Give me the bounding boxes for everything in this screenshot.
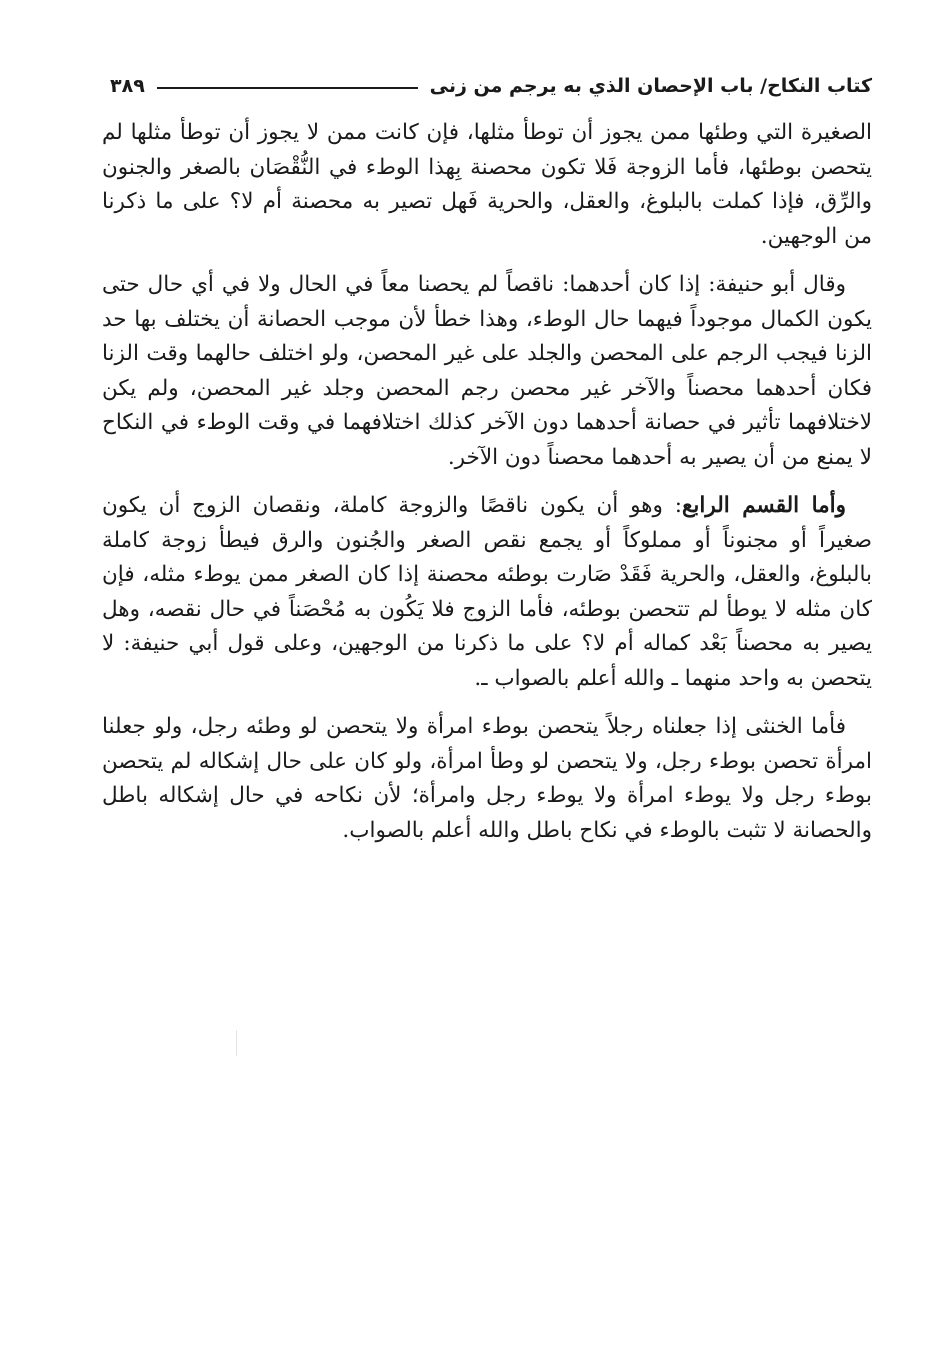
section-lead: وأما القسم الرابع [681, 493, 846, 518]
header-rule [157, 87, 418, 89]
paragraph-3-text: : وهو أن يكون ناقصًا والزوجة كاملة، ونقصان الزوج أن يكون صغيراً أو مجنوناً أو مملوكاً أو يجمع نقص الصغر والجُنون والرق فيطأ زوجة كاملة بالبلوغ، والعقل، والحرية فَقَدْ صَارت بوطئه محصنة إذا كان الصغر ممن يوطء مثله، فإن كان مثله لا يوطأ لم تتحصن بوطئه، فأما الزوج فلا يَكُون به مُحْصَناً في حال نقصه، وهل يصير به محصناً بَعْد كماله أم لا؟ على ما ذكرنا من الوجهين، وعلى قول أبي حنيفة: لا يتحصن به واحد منهما ـ والله أعلم بالصواب ـ. [102, 493, 872, 691]
paragraph-2: وقال أبو حنيفة: إذا كان أحدهما: ناقصاً لم يحصنا معاً في الحال ولا في أي حال حتى يكون الكمال موجوداً فيهما حال الوطء، وهذا خطأ لأن موجب الحصانة أن يختلف بها حد الزنا فيجب الرجم على المحصن والجلد على غير المحصن، ولو اختلف حالهما وقت الزنا فكان أحدهما محصناً والآخر غير محصن رجم المحصن وجلد غير المحصن، ولم يكن لاختلافهما تأثير في حصانة أحدهما دون الآخر كذلك اختلافهما في وقت الوطء في النكاح لا يمنع من أن يصير به أحدهما محصناً دون الآخر. [102, 272, 872, 470]
paragraph-3 [102, 489, 872, 696]
paragraph-4: فأما الخنثى إذا جعلناه رجلاً يتحصن بوطء امرأة ولا يتحصن لو وطئه رجل، ولو جعلنا امرأة تحصن بوطء رجل، ولا يتحصن لو وطأ امرأة، ولو كان على حال إشكاله لم يتحصن بوطء رجل ولا يوطء امرأة ولا يوطء رجل وامرأة؛ لأن نكاحه في حال إشكاله باطل والحصانة لا تثبت بالوطء في نكاح باطل والله أعلم بالصواب. [102, 714, 872, 843]
scan-mark [236, 1030, 237, 1056]
running-header [110, 66, 872, 106]
page-body [102, 116, 872, 862]
header-title: كتاب النكاح/ باب الإحصان الذي به يرجم من زنى [429, 75, 872, 97]
paragraph-1: الصغيرة التي وطئها ممن يجوز أن توطأ مثلها، فإن كانت ممن لا يجوز أن توطأ مثلها لم يتحصن بوطئها، فأما الزوجة فَلا تكون محصنة بِهذا الوطء في النُّقْصَان بالصغر والجنون والرِّق، فإذا كملت بالبلوغ، والعقل، والحرية فَهل تصير به محصنة أم لا؟ على ما ذكرنا من الوجهين. [102, 120, 872, 249]
page-number: ٣٨٩ [110, 75, 145, 97]
